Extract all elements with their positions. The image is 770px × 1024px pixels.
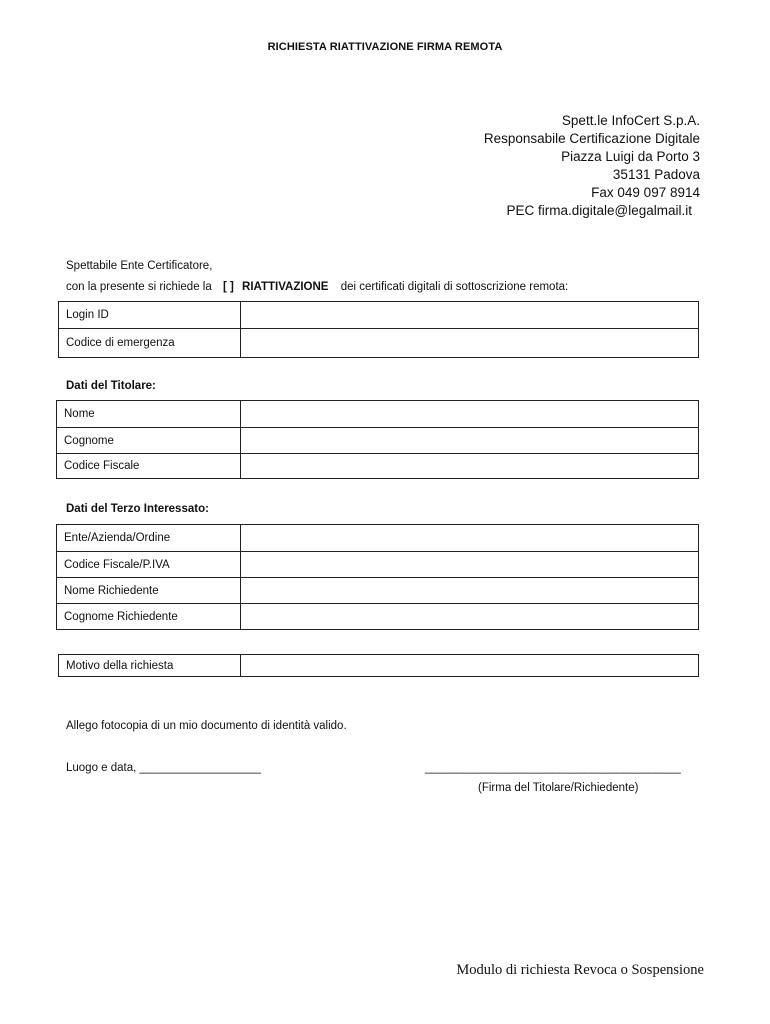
request-checkbox[interactable]: [ ] [222, 281, 234, 293]
organization-field[interactable] [241, 525, 699, 552]
table-row [57, 428, 699, 454]
table-row [59, 329, 699, 358]
signature-caption: (Firma del Titolare/Richiedente) [478, 782, 639, 794]
holder-section-heading: Dati del Titolare: [66, 380, 156, 392]
holder-name-field[interactable] [241, 401, 699, 428]
attachment-note: Allego fotocopia di un mio documento di identità valido. [66, 720, 347, 732]
third-party-section-heading: Dati del Terzo Interessato: [66, 503, 209, 515]
field-label: Cognome Richiedente [57, 604, 241, 630]
credentials-table [58, 301, 699, 358]
request-suffix: dei certificati digitali di sottoscrizione remota: [340, 281, 569, 293]
recipient-address [484, 112, 700, 220]
field-label: Cognome [57, 428, 241, 454]
signature-line[interactable]: ________________________________________ [425, 762, 681, 774]
field-label: Nome [57, 401, 241, 428]
holder-table [56, 400, 699, 479]
recipient-line: Piazza Luigi da Porto 3 [561, 149, 700, 164]
requester-surname-field[interactable] [241, 604, 699, 630]
footer-text: Modulo di richiesta Revoca o Sospensione [456, 962, 704, 978]
table-row [57, 578, 699, 604]
recipient-line: Responsabile Certificazione Digitale [483, 131, 700, 146]
table-row [59, 655, 699, 677]
request-line [66, 281, 568, 293]
table-row [57, 604, 699, 630]
field-label: Ente/Azienda/Ordine [57, 525, 241, 552]
salutation: Spettabile Ente Certificatore, [66, 260, 213, 272]
recipient-line: Fax 049 097 8914 [591, 185, 700, 200]
third-party-table [56, 524, 699, 630]
request-type: RIATTIVAZIONE [242, 281, 329, 293]
reason-table [58, 654, 699, 677]
login-id-field[interactable] [241, 302, 699, 329]
requester-name-field[interactable] [241, 578, 699, 604]
table-row [57, 525, 699, 552]
vat-field[interactable] [241, 552, 699, 578]
table-row [57, 552, 699, 578]
recipient-line: PEC firma.digitale@legalmail.it [506, 203, 692, 218]
holder-tax-code-field[interactable] [241, 454, 699, 479]
field-label: Codice Fiscale [57, 454, 241, 479]
field-label: Nome Richiedente [57, 578, 241, 604]
document-title: RICHIESTA RIATTIVAZIONE FIRMA REMOTA [267, 41, 503, 53]
place-date-field[interactable]: Luogo e data, ___________________ [66, 762, 262, 774]
field-label: Motivo della richiesta [59, 655, 241, 677]
request-prefix: con la presente si richiede la [66, 281, 212, 293]
reason-field[interactable] [241, 655, 699, 677]
table-row [57, 401, 699, 428]
recipient-line: 35131 Padova [612, 167, 700, 182]
emergency-code-field[interactable] [241, 329, 699, 358]
holder-surname-field[interactable] [241, 428, 699, 454]
table-row [57, 454, 699, 479]
field-label: Login ID [59, 302, 241, 329]
recipient-line: Spett.le InfoCert S.p.A. [561, 113, 700, 128]
table-row [59, 302, 699, 329]
field-label: Codice Fiscale/P.IVA [57, 552, 241, 578]
field-label: Codice di emergenza [59, 329, 241, 358]
